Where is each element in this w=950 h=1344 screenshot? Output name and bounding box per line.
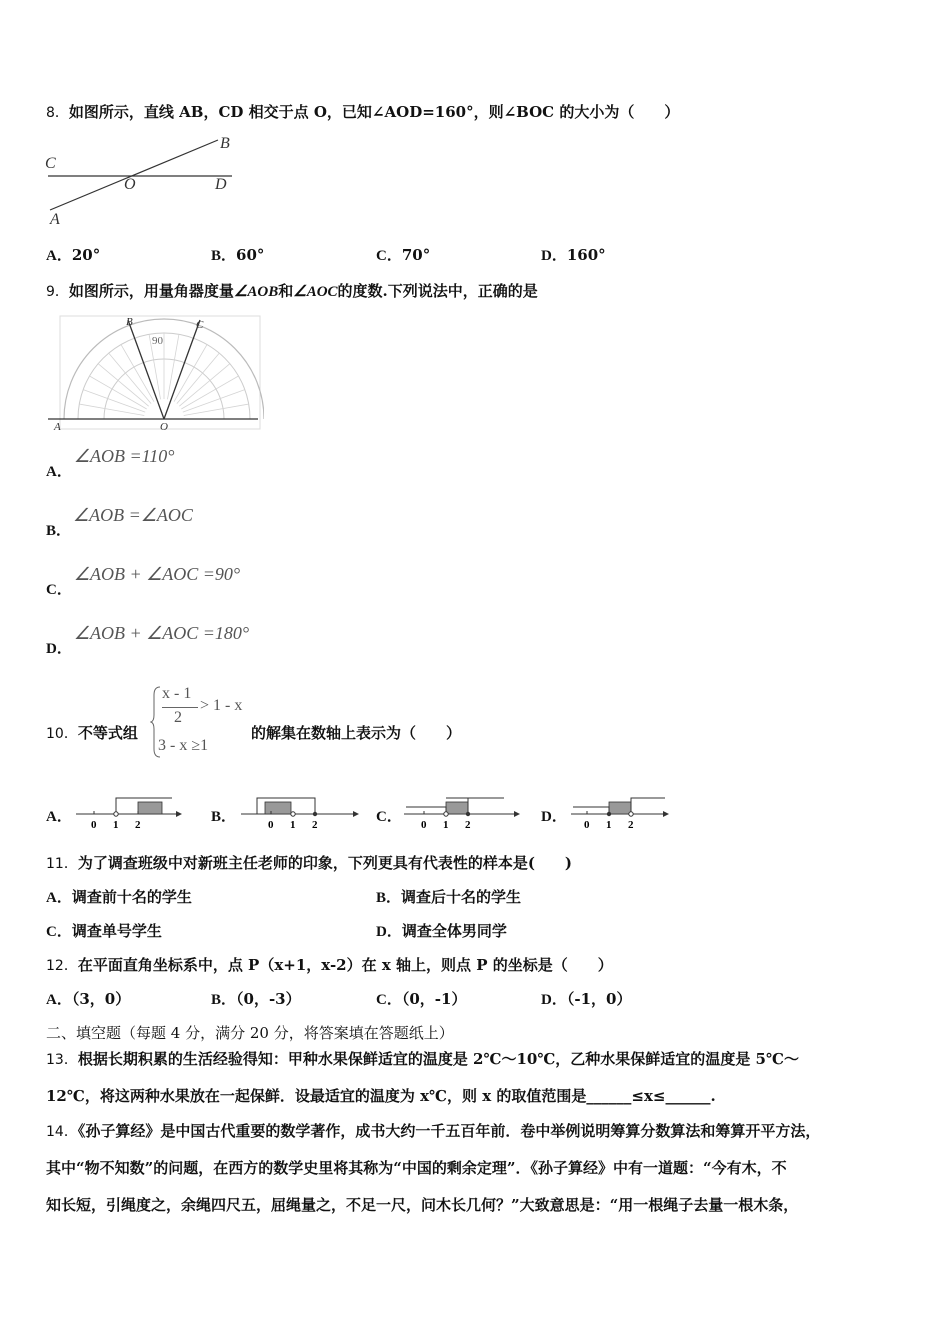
ineq1-rest: > 1 - x	[200, 697, 243, 714]
q9-option-d[interactable]	[46, 623, 250, 657]
q10-text-before: 不等式组	[77, 724, 138, 742]
option-text: ∠AOB =∠AOC	[73, 505, 193, 525]
line-ab	[50, 140, 218, 210]
q9-text-before: 如图所示，用量角器度量	[68, 282, 234, 300]
option-text: ∠AOB + ∠AOC =180°	[73, 623, 250, 643]
tick-0: 0	[268, 819, 274, 831]
protractor-scale-rays	[79, 333, 248, 416]
option-label: C．	[376, 809, 402, 825]
label-d: D	[215, 176, 227, 193]
q8-option-d[interactable]	[541, 244, 606, 265]
option-label: D．	[46, 641, 72, 657]
option-label: A．	[46, 890, 72, 906]
option-label: A．	[46, 464, 72, 480]
q8-option-a[interactable]	[46, 244, 100, 265]
q10-option-d[interactable]	[541, 793, 634, 831]
option-label: A．	[46, 992, 72, 1008]
number-line-d	[571, 793, 701, 833]
option-text: 调查前十名的学生	[71, 888, 192, 906]
option-label: B．	[46, 523, 72, 539]
label-o: O	[124, 176, 136, 193]
q13-text-line1: 根据长期积累的生活经验得知：甲种水果保鲜适宜的温度是 2℃～10℃，乙种水果保鲜适宜的温度是 5℃～	[77, 1050, 799, 1068]
q10-number: 10．	[46, 726, 78, 742]
q12-option-d[interactable]	[541, 988, 631, 1009]
option-text: 调查全体男同学	[401, 922, 507, 940]
option-text: 调查后十名的学生	[401, 888, 522, 906]
q9-option-c[interactable]	[46, 564, 241, 598]
protractor-scale-ray	[183, 390, 245, 413]
q12-option-c[interactable]	[376, 988, 466, 1009]
protractor-scale-ray	[83, 390, 145, 413]
option-label: C．	[46, 924, 72, 940]
q9-text-mid: 和	[278, 282, 294, 300]
q12-option-b[interactable]	[211, 988, 301, 1009]
q10-text-after: 的解集在数轴上表示为（ ）	[251, 724, 462, 742]
option-label: D．	[541, 992, 567, 1008]
tick-1: 1	[290, 819, 296, 831]
option-text: 70°	[401, 246, 431, 264]
number-line-c	[404, 793, 534, 833]
shaded-region	[609, 802, 631, 814]
number-line-a	[76, 793, 186, 833]
option-text: 20°	[71, 246, 101, 264]
fraction-bar	[162, 707, 198, 708]
q11-option-c[interactable]	[46, 920, 162, 941]
label-a: A	[54, 421, 61, 433]
q8-figure	[40, 130, 240, 230]
q8-stem	[46, 101, 679, 122]
tick-2: 2	[628, 819, 634, 831]
protractor-90-mark: 90	[152, 335, 163, 347]
q8-text: 如图所示，直线 AB，CD 相交于点 O，已知∠AOD=160°，则∠BOC 的大小为（ ）	[68, 103, 680, 121]
q14-line2: 其中“物不知数”的问题，在西方的数学史里将其称为“中国的剩余定理”．《孙子算经》中有一道题：“今有木，不	[46, 1159, 787, 1177]
q11-option-b[interactable]	[376, 886, 521, 907]
tick-2: 2	[312, 819, 318, 831]
q8-option-c[interactable]	[376, 244, 430, 265]
number-line-b	[241, 793, 371, 833]
label-c: C	[196, 319, 204, 331]
q8-option-b[interactable]	[211, 244, 264, 265]
q14-line1	[46, 1120, 820, 1141]
label-b: B	[220, 135, 230, 152]
shaded-region	[446, 802, 468, 814]
q9-angle1: ∠AOB	[233, 284, 279, 300]
label-a: A	[50, 211, 60, 228]
ineq1-denominator: 2	[174, 709, 182, 726]
tick-0: 0	[584, 819, 590, 831]
q11-stem	[46, 852, 572, 873]
option-label: D．	[376, 924, 402, 940]
q9-text-after: 的度数.下列说法中，正确的是	[337, 282, 538, 300]
option-label: C．	[376, 248, 402, 264]
option-label: B．	[211, 248, 237, 264]
q14-number: 14．	[46, 1124, 78, 1140]
option-text: （0，-1）	[401, 990, 467, 1008]
option-text: （0，-3）	[236, 990, 301, 1008]
q13-line2: 12℃，将这两种水果放在一起保鲜．设最适宜的温度为 x℃，则 x 的取值范围是______≤x≤______.	[46, 1087, 716, 1105]
q10-inequality-system	[150, 683, 250, 761]
option-label: D．	[541, 248, 567, 264]
q12-stem	[46, 954, 613, 975]
tick-1: 1	[443, 819, 449, 831]
option-text: 60°	[236, 246, 265, 264]
q14-line3: 知长短，引绳度之，余绳四尺五，屈绳量之，不足一尺，问木长几何？”大致意思是：“用一根绳子去量一根木条，	[46, 1196, 799, 1214]
option-label: A．	[46, 248, 72, 264]
shaded-region	[265, 802, 291, 814]
option-text: ∠AOB + ∠AOC =90°	[73, 564, 241, 584]
label-b: B	[126, 316, 133, 328]
q11-text: 为了调查班级中对新班主任老师的印象，下列更具有代表性的样本是( )	[77, 854, 573, 872]
q11-option-d[interactable]	[376, 920, 507, 941]
option-label: B．	[211, 809, 237, 825]
q10-option-c[interactable]	[376, 793, 471, 831]
q9-option-b[interactable]	[46, 505, 193, 539]
label-o: O	[160, 421, 168, 433]
q9-number: 9．	[46, 284, 69, 300]
option-text: 调查单号学生	[71, 922, 162, 940]
option-label: C．	[46, 582, 72, 598]
q11-option-a[interactable]	[46, 886, 192, 907]
option-text: ∠AOB =110°	[73, 446, 175, 466]
protractor-scale-ray	[79, 404, 144, 415]
option-text: 160°	[566, 246, 606, 264]
q14-text-line1: 《孙子算经》是中国古代重要的数学著作，成书大约一千五百年前．卷中举例说明筹算分数算法和筹算开平方法，	[77, 1122, 821, 1140]
protractor-scale-ray	[167, 334, 178, 399]
tick-1: 1	[113, 819, 119, 831]
q12-option-a[interactable]	[46, 988, 130, 1009]
q13-line1	[46, 1048, 799, 1069]
option-label: B．	[376, 890, 402, 906]
q12-number: 12．	[46, 958, 78, 974]
option-label: B．	[211, 992, 237, 1008]
option-text: （3，0）	[71, 990, 131, 1008]
q8-number: 8．	[46, 105, 69, 121]
ineq2: 3 - x ≥1	[158, 737, 209, 754]
section-heading: 二、填空题（每题 4 分，满分 20 分，将答案填在答题纸上）	[46, 1024, 454, 1042]
tick-0: 0	[421, 819, 427, 831]
q10-option-b[interactable]	[211, 793, 318, 831]
q9-stem	[46, 280, 538, 301]
option-text: （-1，0）	[566, 990, 632, 1008]
q10-stem-before	[46, 722, 138, 743]
q9-protractor-figure	[44, 312, 264, 434]
q11-number: 11．	[46, 856, 78, 872]
tick-1: 1	[606, 819, 612, 831]
tick-0: 0	[91, 819, 97, 831]
protractor-scale-ray	[184, 404, 249, 415]
q10-stem-after	[251, 722, 461, 743]
q10-option-a[interactable]	[46, 793, 141, 831]
option-label: D．	[541, 809, 567, 825]
tick-2: 2	[135, 819, 141, 831]
q12-text: 在平面直角坐标系中，点 P（x+1，x-2）在 x 轴上，则点 P 的坐标是（ ）	[77, 956, 613, 974]
option-label: A．	[46, 809, 72, 825]
q9-angle2: ∠AOC	[293, 284, 338, 300]
label-c: C	[45, 155, 56, 172]
option-label: C．	[376, 992, 402, 1008]
q13-number: 13．	[46, 1052, 78, 1068]
ineq1-numerator: x - 1	[162, 685, 192, 702]
tick-2: 2	[465, 819, 471, 831]
shaded-region	[138, 802, 162, 814]
q9-option-a[interactable]	[46, 446, 175, 480]
